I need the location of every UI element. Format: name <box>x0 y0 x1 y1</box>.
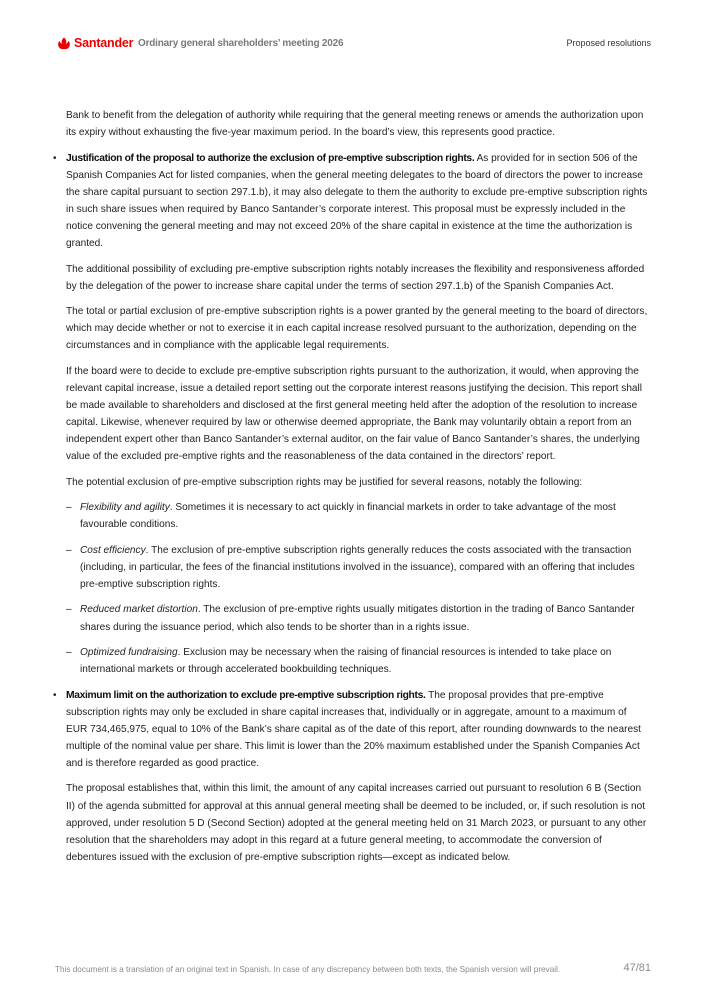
bullet-justification <box>53 150 648 253</box>
dash-icon: – <box>66 502 72 514</box>
reason-text: . The exclusion of pre-emptive rights usually mitigates distortion in the trading of Banco Santander shares during the issuance period, which also tends to be shorter than in a rights issue. <box>80 604 635 633</box>
reason-term: Reduced market distortion <box>80 604 198 616</box>
document-body <box>53 107 648 874</box>
bullet-title: Maximum limit on the authorization to exclude pre-emptive subscription rights. <box>66 689 426 701</box>
page-number: 47/81 <box>623 962 651 974</box>
translation-disclaimer: This document is a translation of an original text in Spanish. In case of any discrepancy between both texts, the Spanish version will prevail. <box>55 965 561 974</box>
paragraph-within-limit: The proposal establishes that, within this limit, the amount of any capital increases carried out pursuant to resolution 6 B (Section II) of the agenda submitted for approval at this annual general meeting shall be deemed to be included, or, if such resolution is not approved, under resolution 5 D (Second Section) adopted at the general meeting held on 31 March 2023, or pursuant to any other resolution that the shareholders may adopt in this regard at a future general meeting, to accommodate the conversion of debentures issued with the exclusion of pre-emptive subscription rights—except as indicated below. <box>66 783 647 863</box>
paragraph-board-report: If the board were to decide to exclude pre-emptive subscription rights pursuant to the authorization, it would, when approving the relevant capital increase, issue a detailed report setting out the corporate interest reasons justifying the decision. This report shall be made available to shareholders and disclosed at the first general meeting held after the adoption of the resolution to increase capital. Likewise, whenever required by law or otherwise deemed appropriate, the Bank may voluntarily obtain a report from an independent expert other than Banco Santander’s external auditor, on the fair value of Banco Santander’s shares, the underlying value of the excluded pre-emptive rights and the reasonableness of the data contained in the directors’ report. <box>66 365 643 463</box>
reason-text: . Exclusion may be necessary when the raising of financial resources is intended to take place on international markets or through accelerated bookbuilding techniques. <box>80 647 612 676</box>
bullet-icon: • <box>53 152 57 164</box>
santander-flame-icon <box>57 37 71 50</box>
bullet-text: As provided for in section 506 of the Spanish Companies Act for listed companies, when the general meeting delegates to the board of directors the power to increase the share capital pursuant to section 297.1.b), it may also delegate to them the authority to exclude pre-emptive subscription rights in such share issues when required by Banco Santander’s corporate interest. This proposal must be expressly included in the notice convening the general meeting and may not exceed 20% of the share capital in existence at the time the authorization is granted. <box>66 152 648 250</box>
dash-icon: – <box>66 604 72 616</box>
document-title: Ordinary general shareholders’ meeting 2026 <box>138 38 344 49</box>
reason-term: Flexibility and agility <box>80 502 170 514</box>
paragraph-reasons-intro: The potential exclusion of pre-emptive subscription rights may be justified for several reasons, notably the following: <box>66 476 583 488</box>
dash-icon: – <box>66 544 72 556</box>
bullet-text: The proposal provides that pre-emptive subscription rights may only be excluded in share capital increases that, individually or in aggregate, amount to a maximum of EUR 734,465,975, equal to 10% of the Bank’s share capital as of the date of this report, after rounding downwards to the nearest multiple of the nominal value per share. This limit is lower than the 20% maximum established under the Spanish Companies Act and is therefore regarded as good practice. <box>66 689 641 769</box>
page-footer <box>55 962 651 978</box>
reason-item <box>66 499 648 533</box>
reason-text: . The exclusion of pre-emptive subscription rights generally reduces the costs associated with the transaction (including, in particular, the fees of the financial institutions involved in the issuance), compared with an offering that includes pre-emptive subscription rights. <box>80 544 635 590</box>
reason-term: Cost efficiency <box>80 544 146 556</box>
paragraph-power-granted: The total or partial exclusion of pre-emptive subscription rights is a power granted by the general meeting to the board of directors, which may decide whether or not to exercise it in each capital increase resolved pursuant to the authorization, depending on the circumstances and in compliance with the applicable legal requirements. <box>66 306 648 352</box>
section-title: Proposed resolutions <box>566 38 651 48</box>
intro-paragraph: Bank to benefit from the delegation of authority while requiring that the general meeting renews or amends the authorization upon its expiry without exhausting the five-year maximum period. In the board’s view, this represents good practice. <box>66 110 644 139</box>
paragraph-flexibility: The additional possibility of excluding pre-emptive subscription rights notably increases the flexibility and responsiveness afforded by the delegation of the power to increase share capital under the terms of section 297.1.b) of the Spanish Companies Act. <box>66 263 645 292</box>
brand-name: Santander <box>74 36 134 50</box>
santander-logo <box>57 36 133 50</box>
bullet-icon: • <box>53 689 57 701</box>
reason-term: Optimized fundraising <box>80 647 178 659</box>
dash-icon: – <box>66 647 72 659</box>
reason-text: . Sometimes it is necessary to act quickly in financial markets in order to take advantage of the most favourable conditions. <box>80 502 616 531</box>
bullet-title: Justification of the proposal to authorize the exclusion of pre-emptive subscription rights. <box>66 152 475 164</box>
reason-item <box>66 542 648 593</box>
reason-item <box>66 601 648 635</box>
reason-item <box>66 644 648 678</box>
page-header <box>57 36 651 54</box>
bullet-maximum-limit <box>53 687 648 772</box>
